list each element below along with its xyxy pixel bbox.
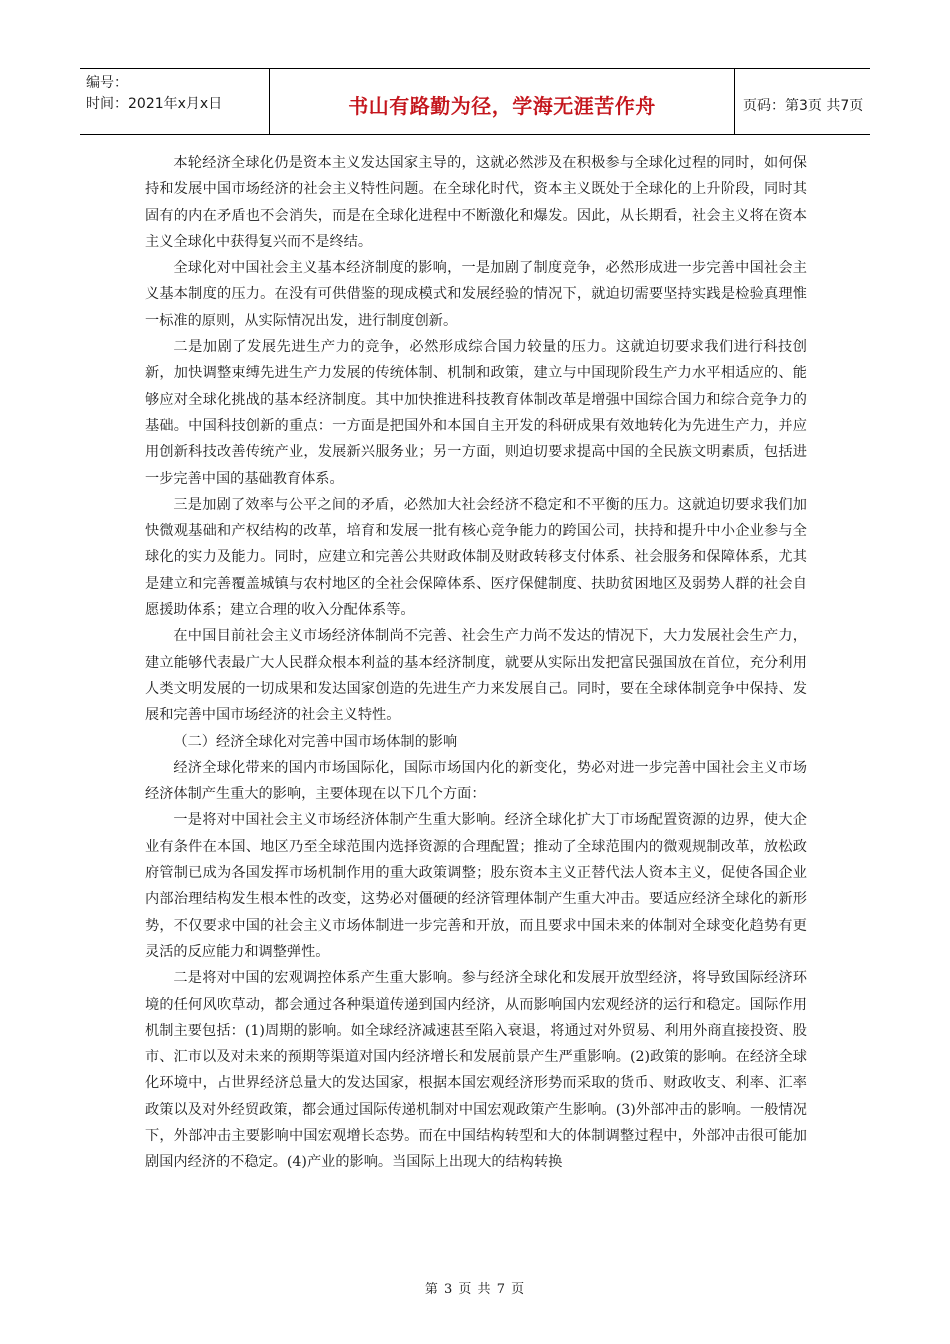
time-label: 时间：2021年x月x日 — [86, 96, 223, 112]
page-footer: 第 3 页 共 7 页 — [424, 1282, 526, 1297]
paragraph: 一是将对中国社会主义市场经济体制产生重大影响。经济全球化扩大丁市场配置资源的边界，使大企业有条件在本国、地区乃至全球范围内选择资源的合理配置；推动了全球范围内的微观规制改革，放松政府管制已成为各国发挥市场机制作用的重大政策调整；股东资本主义正替代法人资本主义，促使各国企业内部治理结构发生根本性的改变，这势必对僵硬的经济管理体制产生重大冲击。要适应经济全球化的新形势，不仅要求中国的社会主义市场体制进一步完善和开放，而且要求中国未来的体制对全球变化趋势有更灵活的反应能力和调整弹性。 — [145, 812, 807, 960]
paragraph: 全球化对中国社会主义基本经济制度的影响，一是加剧了制度竞争，必然形成进一步完善中国社会主义基本制度的压力。在没有可供借鉴的现成模式和发展经验的情况下，就迫切需要坚持实践是检验真理惟一标准的原则，从实际情况出发，进行制度创新。 — [145, 260, 807, 329]
number-label: 编号： — [86, 75, 128, 91]
paragraph: 三是加剧了效率与公平之间的矛盾，必然加大社会经济不稳定和不平衡的压力。这就迫切要求我们加快微观基础和产权结构的改革，培育和发展一批有核心竞争能力的跨国公司，扶持和提升中小企业参与全球化的实力及能力。同时，应建立和完善公共财政体制及财政转移支付体系、社会服务和保障体系，尤其是建立和完善覆盖城镇与农村地区的全社会保障体系、医疗保健制度、扶助贫困地区及弱势人群的社会自愿援助体系；建立合理的收入分配体系等。 — [145, 496, 807, 619]
page-header — [80, 68, 870, 135]
header-motto: 书山有路勤为径，学海无涯苦作舟 — [270, 69, 735, 134]
paragraph: 在中国目前社会主义市场经济体制尚不完善、社会生产力尚不发达的情况下，大力发展社会生产力，建立能够代表最广大人民群众根本利益的基本经济制度，就要从实际出发把富民强国放在首位，充分利用人类文明发展的一切成果和发达国家创造的先进生产力来发展自己。同时，要在全球体制竞争中保持、发展和完善中国市场经济的社会主义特性。 — [145, 628, 807, 724]
paragraph: 本轮经济全球化仍是资本主义发达国家主导的，这就必然涉及在积极参与全球化过程的同时，如何保持和发展中国市场经济的社会主义特性问题。在全球化时代，资本主义既处于全球化的上升阶段，同时其固有的内在矛盾也不会消失，而是在全球化进程中不断激化和爆发。因此，从长期看，社会主义将在资本主义全球化中获得复兴而不是终结。 — [145, 155, 807, 250]
document-body — [145, 150, 807, 1176]
header-meta — [80, 69, 270, 134]
header-page-info: 页码：第3页 共7页 — [743, 97, 864, 114]
paragraph: 二是加剧了发展先进生产力的竞争，必然形成综合国力较量的压力。这就迫切要求我们进行科技创新，加快调整束缚先进生产力发展的传统体制、机制和政策，建立与中国现阶段生产力水平相适应的、能够应对全球化挑战的基本经济制度。其中加快推进科技教育体制改革是增强中国综合国力和综合竞争力的基础。中国科技创新的重点：一方面是把国外和本国自主开发的科研成果有效地转化为先进生产力，并应用创新科技改善传统产业，发展新兴服务业；另一方面，则迫切要求提高中国的全民族文明素质，包括进一步完善中国的基础教育体系。 — [145, 339, 807, 487]
paragraph: 经济全球化带来的国内市场国际化，国际市场国内化的新变化，势必对进一步完善中国社会主义市场经济体制产生重大的影响，主要体现在以下几个方面： — [145, 759, 807, 803]
paragraph: 二是将对中国的宏观调控体系产生重大影响。参与经济全球化和发展开放型经济，将导致国际经济环境的任何风吹草动，都会通过各种渠道传递到国内经济，从而影响国内宏观经济的运行和稳定。国际作用机制主要包括：(1)周期的影响。如全球经济减速甚至陷入衰退，将通过对外贸易、利用外商直接投资、股市、汇市以及对未来的预期等渠道对国内经济增长和发展前景产生严重影响。(2)政策的影响。在经济全球化环境中，占世界经济总量大的发达国家，根据本国宏观经济形势而采取的货币、财政收支、利率、汇率政策以及对外经贸政策，都会通过国际传递机制对中国宏观政策产生影响。(3)外部冲击的影响。一般情况下，外部冲击主要影响中国宏观增长态势。而在中国结构转型和大的体制调整过程中，外部冲击很可能加剧国内经济的不稳定。(4)产业的影响。当国际上出现大的结构转换 — [145, 970, 807, 1171]
section-heading: （二）经济全球化对完善中国市场体制的影响 — [173, 733, 458, 750]
